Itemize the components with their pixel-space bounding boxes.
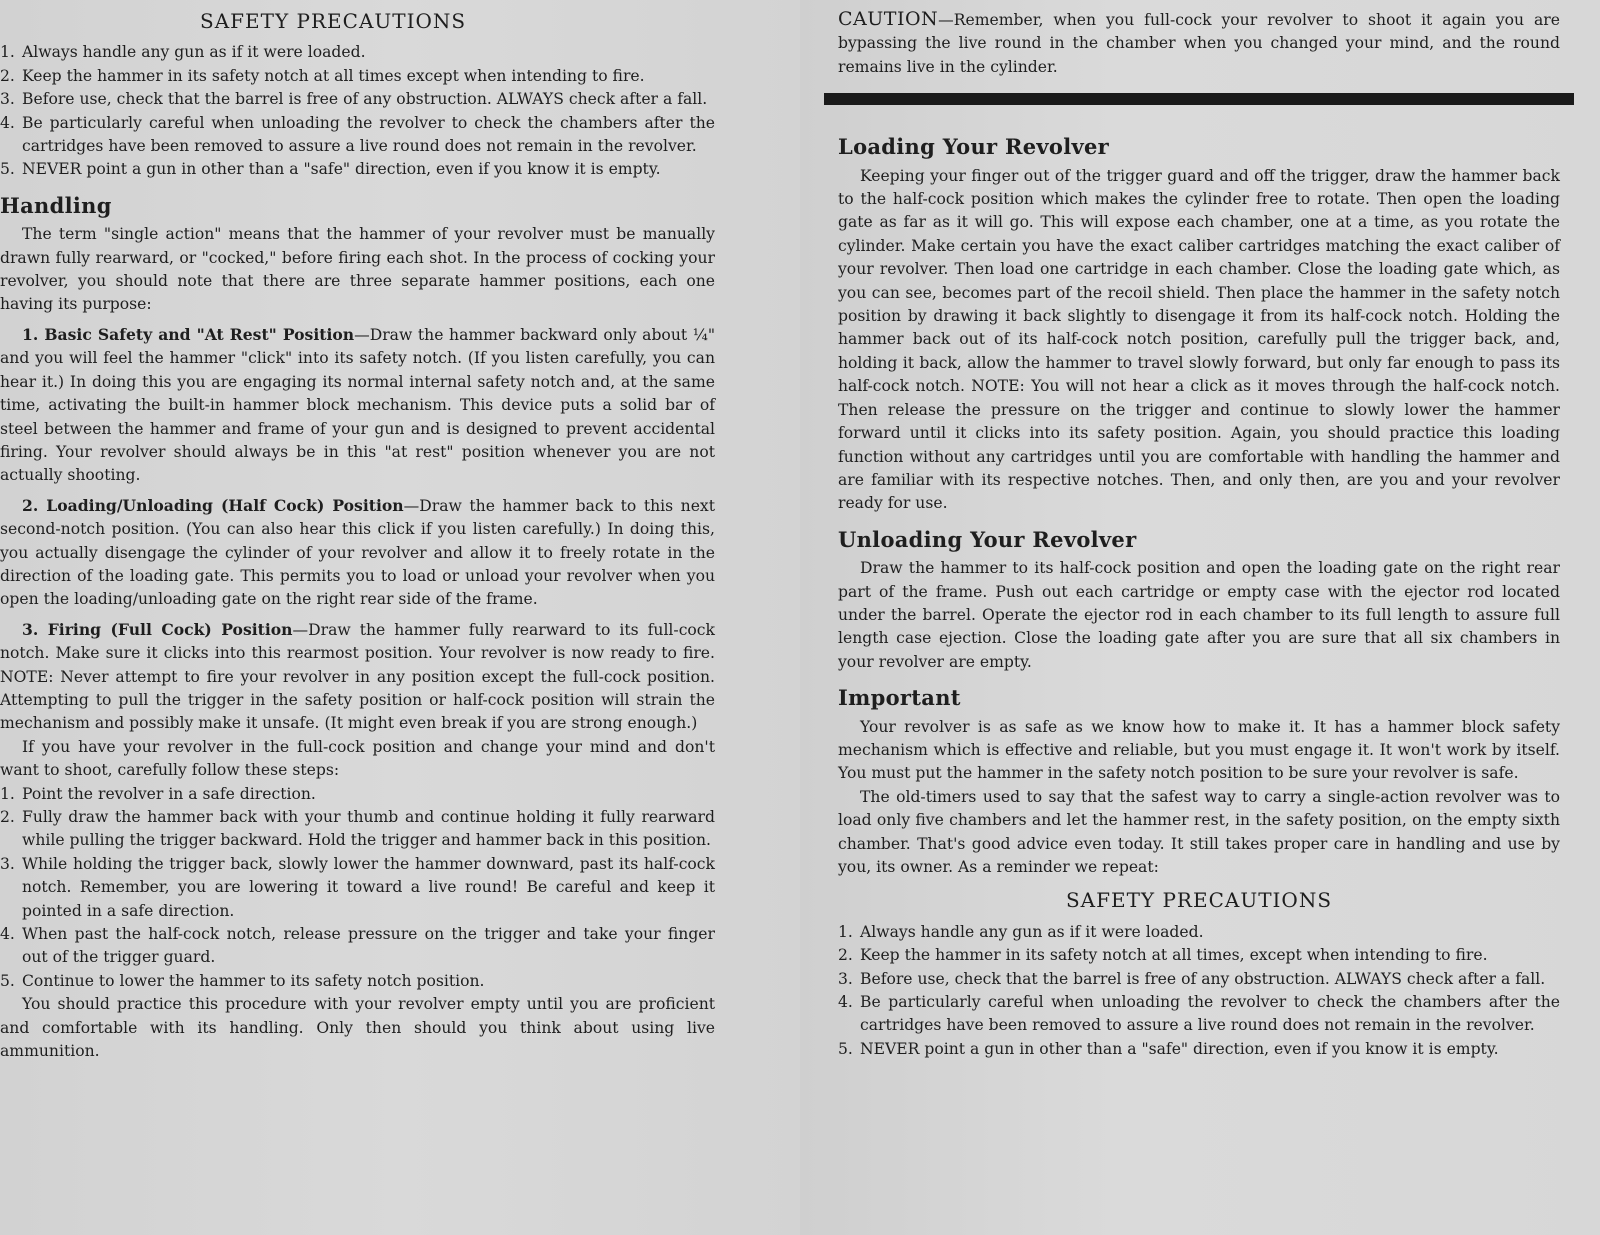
position-2: 2. Loading/Unloading (Half Cock) Position—Draw the hammer back to this next second-notch position. (You can also hear this click if you listen carefully.) In doing this, you actually disengage the cylinder of your revolver and allow it to freely rotate in the direction of the loading gate. This permits you to load or unload your revolver when you open the loading/unloading gate on the right rear side of the frame.: [0, 495, 715, 609]
list-item: 2. Keep the hammer in its safety notch at all times except when intending to fire.: [0, 66, 645, 85]
handling-heading: Handling: [0, 192, 112, 218]
caution-paragraph: CAUTION—Remember, when you full-cock your revolver to shoot it again you are bypassing the live round in the chamber when you changed your mind, and the round remains live in the cylinder.: [838, 8, 1560, 76]
list-item: 1. Point the revolver in a safe direction.: [0, 784, 316, 803]
list-item: 4. When past the half-cock notch, release pressure on the trigger and take your finger out of the trigger guard.: [0, 925, 715, 967]
list-item: 3. While holding the trigger back, slowly lower the hammer downward, past its half-cock notch. Remember, you are lowering it toward a live round! Be careful and keep it pointed in a safe direction.: [0, 854, 715, 920]
steps-list: [0, 783, 715, 994]
list-item: 4. Be particularly careful when unloading the revolver to check the chambers after the cartridges have been removed to assure a live round does not remain in the revolver.: [0, 113, 715, 156]
list-item: 5. NEVER point a gun in other than a "safe" direction, even if you know it is empty.: [838, 1039, 1499, 1058]
left-column: [0, 10, 715, 1063]
unloading-heading: Unloading Your Revolver: [838, 526, 1137, 552]
handling-intro: The term "single action" means that the hammer of your revolver must be manually drawn fully rearward, or "cocked," before firing each shot. In the process of cocking your revolver, you should note that there are three separate hammer positions, each one having its purpose:: [0, 225, 715, 314]
list-item: 1. Always handle any gun as if it were loaded.: [0, 43, 366, 62]
loading-heading: Loading Your Revolver: [838, 134, 1110, 160]
loading-paragraph: Keeping your finger out of the trigger guard and off the trigger, draw the hammer back to the half-cock position which makes the cylinder free to rotate. Then open the loading gate as far as it will go. This will expose each chamber, one at a time, as you rotate the cylinder. Make certain you have the exact caliber cartridges matching the exact caliber of your revolver. Then load one cartridge in each chamber. Close the loading gate which, as you can see, becomes part of the recoil shield. Then place the hammer in the safety notch position by drawing it back slightly to disengage it from its half-cock notch. Holding the hammer back out of its half-cock notch position, carefully pull the trigger back, and, holding it back, allow the hammer to travel slowly forward, but only far enough to pass its half-cock notch. NOTE: You will not hear a click as it moves through the half-cock notch. Then release the pressure on the trigger and continue to slowly lower the hammer forward until it clicks into its safety position. Again, you should practice this loading function without any cartridges until you are comfortable with handling the hammer and are familiar with its respective notches. Then, and only then, are you and your revolver ready for use.: [838, 166, 1560, 513]
change-mind-paragraph: If you have your revolver in the full-cock position and change your mind and don't want to shoot, carefully follow these steps:: [0, 737, 715, 780]
position-3: 3. Firing (Full Cock) Position—Draw the hammer fully rearward to its full-cock notch. Make sure it clicks into this rearmost position. Your revolver is now ready to fire. NOTE: Never attempt to fire your revolver in any position except the full-cock position. Attempting to pull the trigger in the safety position or half-cock position will strain the mechanism and possibly make it unsafe. (It might even break if you are strong enough.): [0, 619, 715, 733]
list-item: 5. Continue to lower the hammer to its safety notch position.: [0, 971, 485, 990]
right-column: [838, 8, 1560, 1061]
list-item: 5. NEVER point a gun in other than a "safe" direction, even if you know it is empty.: [0, 160, 661, 179]
list-item: 3. Before use, check that the barrel is free of any obstruction. ALWAYS check after a fall.: [0, 90, 708, 109]
position-1: 1. Basic Safety and "At Rest" Position—Draw the hammer backward only about ¼" and you will feel the hammer "click" into its safety notch. (If you listen carefully, you can hear it.) In doing this you are engaging its normal internal safety notch and, at the same time, activating the built-in hammer block mechanism. This device puts a solid bar of steel between the hammer and frame of your gun and is designed to prevent accidental firing. Your revolver should always be in this "at rest" position whenever you are not actually shooting.: [0, 324, 715, 485]
oldtimers-paragraph: The old-timers used to say that the safest way to carry a single-action revolver was to load only five chambers and let the hammer rest, in the safety position, on the empty sixth chamber. That's good advice even today. It still takes proper care in handling and use by you, its owner. As a reminder we repeat:: [838, 787, 1560, 876]
important-heading: Important: [838, 685, 961, 711]
list-item: 4. Be particularly careful when unloading the revolver to check the chambers after the cartridges have been removed to assure a live round does not remain in the revolver.: [838, 993, 1560, 1035]
practice-paragraph: You should practice this procedure with your revolver empty until you are proficient and comfortable with its handling. Only then should you think about using live ammunition.: [0, 995, 715, 1061]
unloading-paragraph: Draw the hammer to its half-cock position and open the loading gate on the right rear part of the frame. Push out each cartridge or empty case with the ejector rod located under the barrel. Operate the ejector rod in each chamber to its full length to assure full length case ejection. Close the loading gate after you are sure that all six chambers in your revolver are empty.: [838, 559, 1560, 671]
list-item: 2. Keep the hammer in its safety notch at all times, except when intending to fire.: [838, 946, 1488, 965]
divider-bar: [824, 93, 1574, 105]
safety-list: [0, 41, 715, 181]
list-item: 3. Before use, check that the barrel is free of any obstruction. ALWAYS check after a fall.: [838, 969, 1546, 988]
safety-precautions-title-2: SAFETY PRECAUTIONS: [1065, 888, 1333, 913]
safety-list-2: [838, 921, 1560, 1061]
safety-precautions-title: SAFETY PRECAUTIONS: [200, 9, 467, 33]
list-item: 2. Fully draw the hammer back with your thumb and continue holding it fully rearward while pulling the trigger backward. Hold the trigger and hammer back in this position.: [0, 808, 715, 850]
important-paragraph: Your revolver is as safe as we know how to make it. It has a hammer block safety mechanism which is effective and reliable, but you must engage it. It won't work by itself. You must put the hammer in the safety notch position to be sure your revolver is safe.: [838, 717, 1560, 783]
caution-label: CAUTION: [838, 8, 939, 30]
list-item: 1. Always handle any gun as if it were loaded.: [838, 922, 1204, 941]
